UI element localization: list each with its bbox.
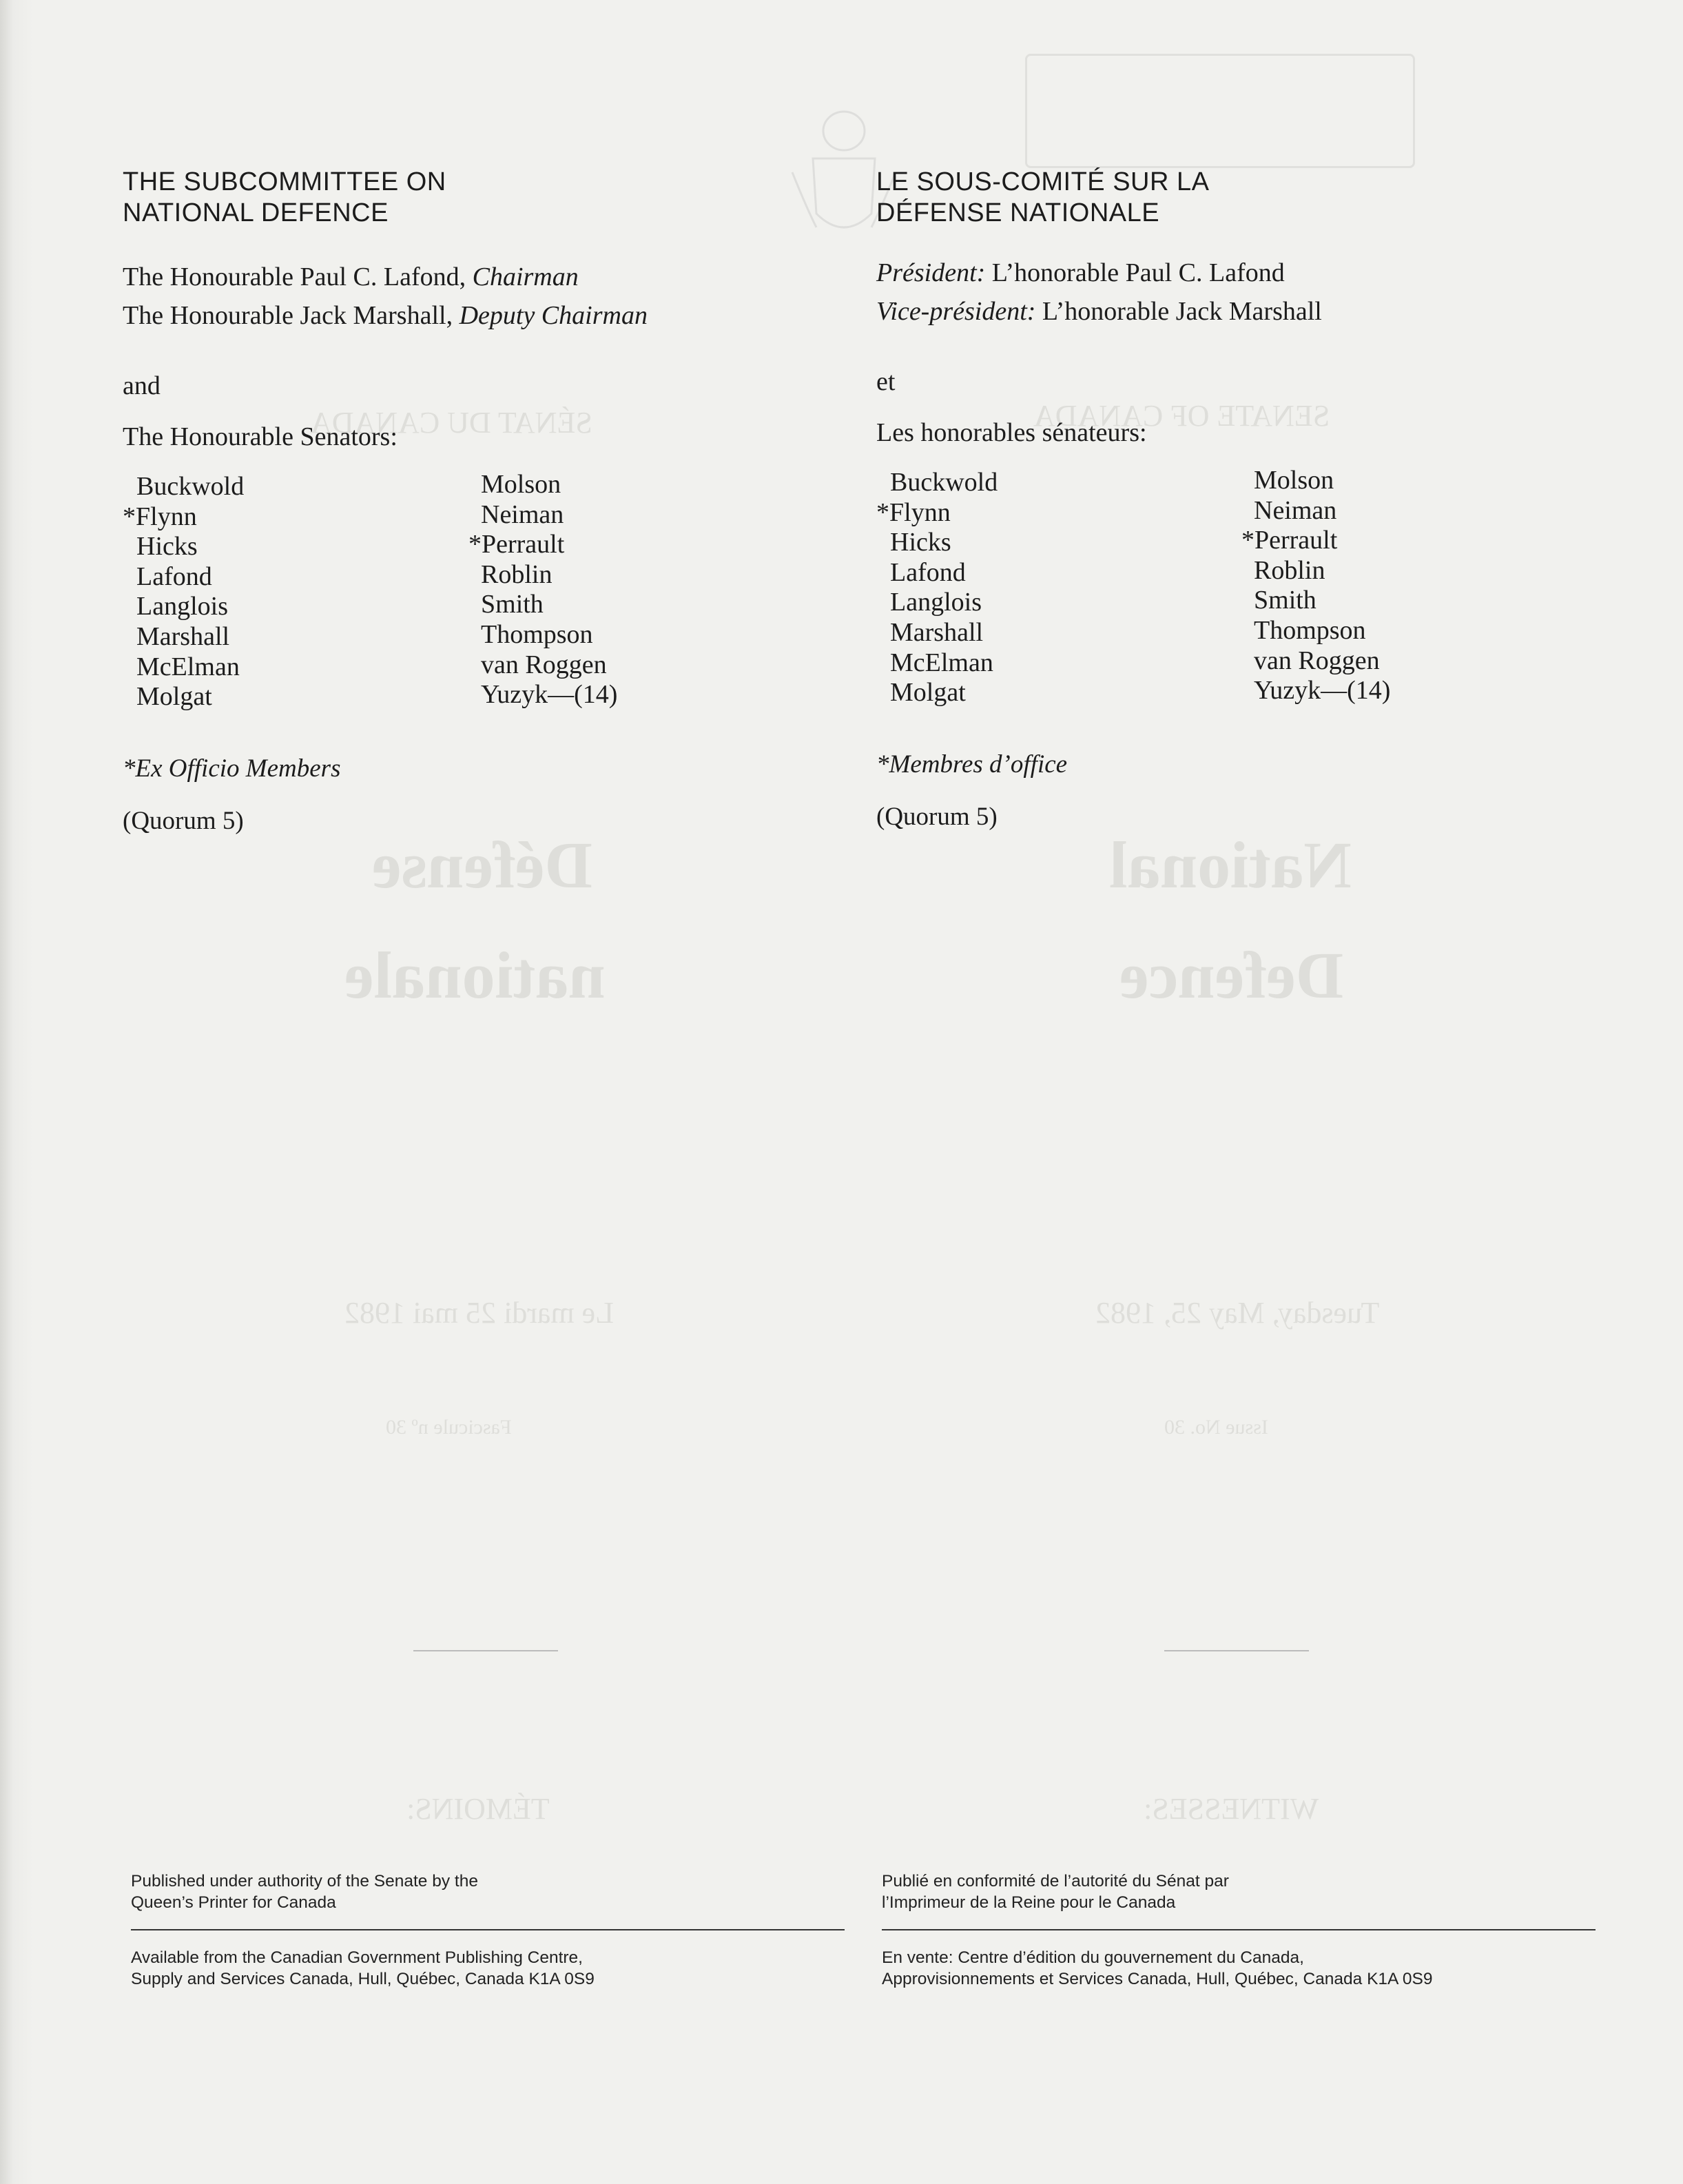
- quorum-en: (Quorum 5): [123, 807, 244, 835]
- list-item: Molgat: [890, 678, 966, 708]
- published-line-1: Publié en conformité de l’autorité du Sénat par: [882, 1872, 1229, 1891]
- vice-president-role: Vice-président:: [876, 297, 1036, 326]
- ex-officio-note-fr: *Membres d’office: [876, 750, 1068, 779]
- list-item: Langlois: [136, 592, 228, 621]
- available-line-1: En vente: Centre d’édition du gouvernement du Canada,: [882, 1948, 1304, 1967]
- senator-list-right-fr: [1241, 466, 1391, 706]
- availability-notice-en: [131, 1947, 595, 1990]
- bleed-fascicule: Fascicule nº 30: [386, 1416, 512, 1439]
- senators-label-fr: Les honorables sénateurs:: [876, 418, 1147, 447]
- list-item: Roblin: [1254, 555, 1325, 585]
- list-item: Buckwold: [890, 468, 998, 497]
- subcommittee-title-fr: [876, 167, 1209, 229]
- bleed-nationale: nationale: [344, 938, 606, 1012]
- list-item: Neiman: [481, 499, 564, 529]
- list-item: *Perrault: [1241, 526, 1338, 555]
- list-item: Yuzyk—(14): [1254, 676, 1391, 705]
- chairman-role: Chairman: [472, 262, 579, 291]
- vice-president-name: L’honorable Jack Marshall: [1035, 297, 1322, 326]
- list-item: Lafond: [136, 562, 212, 591]
- list-item: McElman: [136, 652, 240, 681]
- published-line-2: l’Imprimeur de la Reine pour le Canada: [882, 1893, 1176, 1912]
- senator-list-right-en: [468, 470, 618, 710]
- bleed-witnesses: WITNESSES:: [1144, 1792, 1319, 1826]
- list-item: *Flynn: [876, 497, 951, 527]
- list-item: Smith: [481, 590, 544, 619]
- quorum-fr: (Quorum 5): [876, 803, 998, 831]
- conjunction-en: and: [123, 371, 161, 400]
- president-name: L’honorable Paul C. Lafond: [985, 258, 1285, 287]
- chairman-line: [123, 258, 648, 296]
- published-line-2: Queen’s Printer for Canada: [131, 1893, 336, 1912]
- list-item: Smith: [1254, 586, 1317, 615]
- list-item: McElman: [890, 648, 993, 677]
- page-edge-shadow: [0, 0, 33, 2184]
- subcommittee-title-en: [123, 167, 446, 229]
- list-item: Roblin: [481, 559, 553, 589]
- senators-label-en: The Honourable Senators:: [123, 422, 397, 451]
- title-line-2: DÉFENSE NATIONALE: [876, 198, 1160, 227]
- vice-president-line: [876, 292, 1322, 331]
- deputy-chairman-role: Deputy Chairman: [459, 301, 648, 330]
- list-item: Marshall: [890, 617, 984, 647]
- bleed-senate-fr: SÉNAT DU CANADA: [310, 406, 592, 440]
- list-item: Molson: [481, 470, 561, 499]
- list-item: Thompson: [1254, 615, 1366, 645]
- president-role: Président:: [876, 258, 986, 287]
- senator-list-left-fr: [876, 468, 998, 708]
- officers-en: [123, 258, 648, 335]
- bleed-tuesday: Tuesday, May 25, 1982: [1095, 1296, 1380, 1330]
- footer-rule-en: [131, 1929, 845, 1930]
- list-item: Buckwold: [136, 472, 245, 501]
- list-item: Hicks: [136, 532, 198, 562]
- list-item: *Flynn: [123, 502, 197, 531]
- footer-rule-fr: [882, 1929, 1596, 1930]
- published-line-1: Published under authority of the Senate by the: [131, 1872, 478, 1891]
- bleed-temoins: TÉMOINS:: [406, 1792, 550, 1826]
- available-line-2: Approvisionnements et Services Canada, Hull, Québec, Canada K1A 0S9: [882, 1970, 1433, 1988]
- bleed-national: National: [1109, 828, 1352, 902]
- officers-fr: [876, 254, 1322, 331]
- title-line-1: THE SUBCOMMITTEE ON: [123, 167, 446, 196]
- deputy-chairman-name: The Honourable Jack Marshall,: [123, 301, 460, 330]
- title-line-2: NATIONAL DEFENCE: [123, 198, 389, 227]
- bleed-rule-left: [413, 1650, 558, 1651]
- list-item: *Perrault: [468, 530, 565, 559]
- list-item: Hicks: [890, 528, 951, 557]
- published-notice-en: [131, 1871, 478, 1913]
- conjunction-fr: et: [876, 367, 896, 396]
- availability-notice-fr: [882, 1947, 1432, 1990]
- senator-list-left-en: [123, 472, 244, 712]
- published-notice-fr: [882, 1871, 1229, 1913]
- list-item: Molgat: [136, 682, 212, 712]
- bleed-senate-en: SENATE OF CANADA: [1033, 399, 1330, 433]
- list-item: van Roggen: [481, 650, 607, 679]
- chairman-name: The Honourable Paul C. Lafond,: [123, 262, 473, 291]
- bleed-mardi: Le mardi 25 mai 1982: [344, 1296, 615, 1330]
- bleed-defence: Defence: [1119, 938, 1344, 1012]
- ex-officio-note-en: *Ex Officio Members: [123, 754, 341, 783]
- list-item: Langlois: [890, 588, 982, 617]
- bleed-rule-right: [1164, 1650, 1309, 1651]
- list-item: Marshall: [136, 621, 230, 651]
- list-item: Yuzyk—(14): [481, 680, 618, 710]
- list-item: Neiman: [1254, 495, 1337, 525]
- president-line: [876, 254, 1322, 292]
- list-item: Molson: [1254, 466, 1334, 495]
- available-line-1: Available from the Canadian Government Publishing Centre,: [131, 1948, 583, 1967]
- list-item: Lafond: [890, 557, 966, 587]
- title-line-1: LE SOUS-COMITÉ SUR LA: [876, 167, 1210, 196]
- postage-stamp-bleed: [1025, 54, 1415, 168]
- list-item: van Roggen: [1254, 646, 1380, 675]
- bleed-defense: Défense: [372, 828, 592, 902]
- deputy-chairman-line: [123, 296, 648, 335]
- bleed-issue: Issue No. 30: [1164, 1416, 1268, 1439]
- available-line-2: Supply and Services Canada, Hull, Québec, Canada K1A 0S9: [131, 1970, 595, 1988]
- list-item: Thompson: [481, 619, 593, 649]
